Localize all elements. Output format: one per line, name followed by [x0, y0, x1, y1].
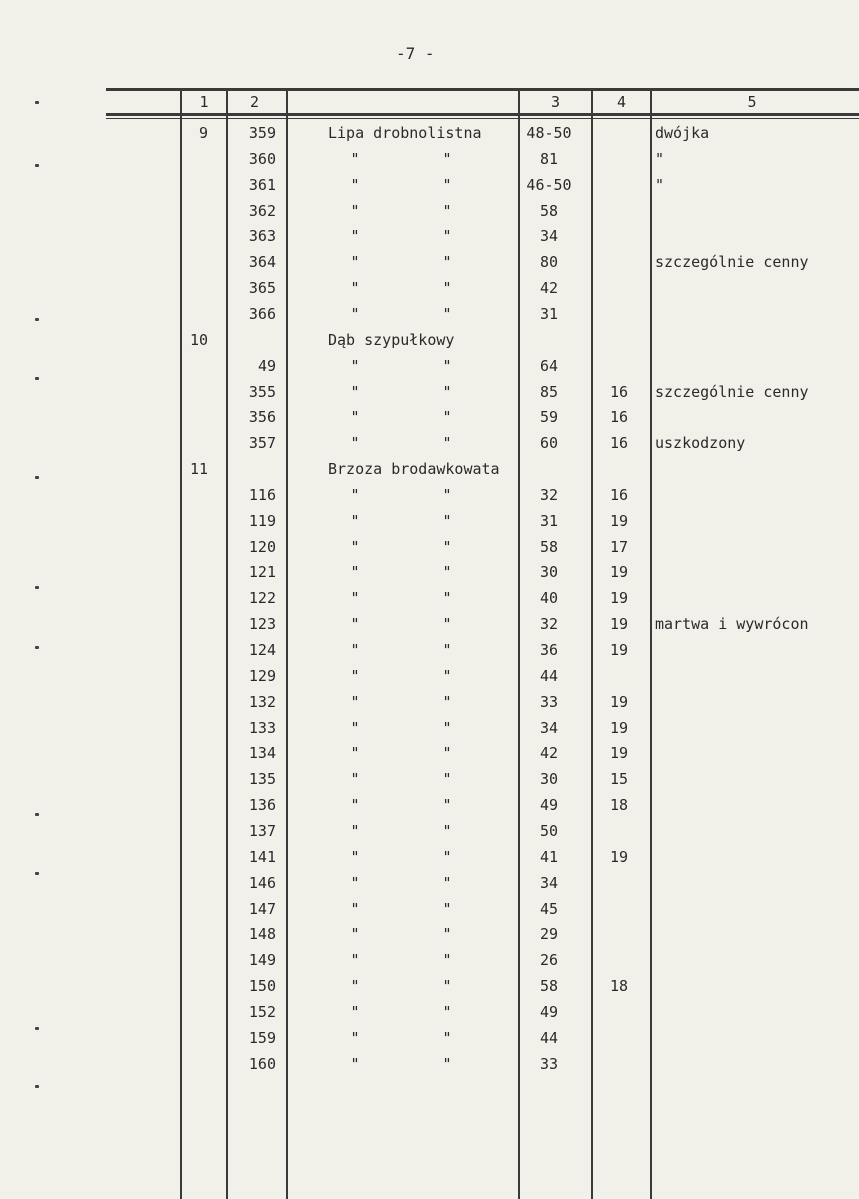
- cell-col-4: 16: [609, 486, 629, 504]
- cell-group-number: [168, 691, 208, 713]
- cell-ditto-mark: ": [350, 383, 360, 401]
- cell-ditto-mark: ": [350, 1003, 360, 1021]
- cell-group-number: [168, 432, 208, 454]
- cell-col-4: [596, 872, 642, 894]
- cell-col-4: 19: [609, 641, 629, 659]
- cell-col-4: [596, 329, 642, 351]
- cell-tree-number: 120: [248, 538, 276, 556]
- cell-tree-number: 362: [248, 202, 276, 220]
- cell-col-4: 15: [609, 770, 629, 788]
- cell-group-number: [168, 1001, 208, 1023]
- cell-ditto-mark: ": [442, 822, 452, 840]
- cell-ditto-mark: ": [350, 1029, 360, 1047]
- cell-col-4: [596, 1027, 642, 1049]
- cell-col-3: 40: [539, 589, 559, 607]
- cell-ditto-mark: ": [350, 408, 360, 426]
- cell-ditto-mark: ": [442, 615, 452, 633]
- cell-remarks: ": [655, 176, 665, 194]
- cell-col-4: [596, 923, 642, 945]
- cell-col-3: 42: [539, 279, 559, 297]
- cell-col-4: 19: [609, 744, 629, 762]
- cell-col-3: 34: [539, 227, 559, 245]
- cell-group-number: [168, 406, 208, 428]
- cell-ditto-mark: ": [442, 796, 452, 814]
- cell-tree-number: [224, 458, 276, 480]
- cell-tree-number: 355: [248, 383, 276, 401]
- cell-remarks: ": [655, 150, 665, 168]
- cell-ditto-mark: ": [442, 951, 452, 969]
- cell-ditto-mark: ": [442, 693, 452, 711]
- cell-tree-number: 360: [248, 150, 276, 168]
- cell-ditto-mark: ": [442, 512, 452, 530]
- cell-col-3: 60: [539, 434, 559, 452]
- cell-ditto-mark: ": [350, 719, 360, 737]
- cell-ditto-mark: ": [350, 874, 360, 892]
- header-col-4: 4: [616, 93, 627, 111]
- cell-group-number: [168, 561, 208, 583]
- cell-tree-number: 124: [248, 641, 276, 659]
- cell-ditto-mark: ": [350, 615, 360, 633]
- header-col-5: 5: [747, 93, 757, 111]
- cell-ditto-mark: [348, 458, 362, 480]
- cell-ditto-mark: ": [442, 589, 452, 607]
- cell-group-number: [168, 975, 208, 997]
- cell-ditto-mark: ": [350, 796, 360, 814]
- cell-group-number: [168, 949, 208, 971]
- cell-tree-number: [224, 329, 276, 351]
- cell-tree-number: 135: [248, 770, 276, 788]
- cell-species-name: Brzoza brodawkowata: [328, 460, 500, 478]
- cell-ditto-mark: ": [350, 357, 360, 375]
- cell-group-number: [168, 717, 208, 739]
- cell-ditto-mark: ": [442, 486, 452, 504]
- cell-group-number: 10: [189, 331, 208, 349]
- cell-col-3: [520, 329, 578, 351]
- cell-col-4: 19: [609, 512, 629, 530]
- cell-tree-number: 134: [248, 744, 276, 762]
- cell-tree-number: 141: [248, 848, 276, 866]
- cell-col-3: 32: [539, 486, 559, 504]
- cell-tree-number: 361: [248, 176, 276, 194]
- cell-group-number: [168, 225, 208, 247]
- cell-col-3: 58: [539, 202, 559, 220]
- margin-mark: [35, 1027, 39, 1030]
- cell-col-3: 33: [539, 693, 559, 711]
- cell-ditto-mark: ": [350, 822, 360, 840]
- cell-col-4: [596, 665, 642, 687]
- cell-col-4: [596, 200, 642, 222]
- cell-group-number: [168, 613, 208, 635]
- cell-col-4: [596, 1053, 642, 1075]
- cell-col-4: [596, 174, 642, 196]
- cell-tree-number: 133: [248, 719, 276, 737]
- cell-group-number: [168, 251, 208, 273]
- margin-mark: [35, 1085, 39, 1088]
- cell-remarks: szczególnie cenny: [655, 383, 809, 401]
- cell-col-3: 30: [539, 770, 559, 788]
- cell-tree-number: 160: [248, 1055, 276, 1073]
- cell-col-4: [596, 949, 642, 971]
- cell-col-4: 19: [609, 848, 629, 866]
- cell-group-number: [168, 1027, 208, 1049]
- cell-ditto-mark: [440, 329, 454, 351]
- cell-tree-number: 119: [248, 512, 276, 530]
- cell-ditto-mark: [348, 329, 362, 351]
- cell-col-4: [596, 148, 642, 170]
- cell-col-3: 48-50: [526, 124, 572, 142]
- cell-col-3: 31: [539, 512, 559, 530]
- cell-tree-number: 122: [248, 589, 276, 607]
- cell-col-3: 64: [539, 357, 559, 375]
- cell-group-number: [168, 277, 208, 299]
- cell-col-4: [596, 898, 642, 920]
- margin-mark: [35, 872, 39, 875]
- cell-col-3: 59: [539, 408, 559, 426]
- cell-col-4: 19: [609, 693, 629, 711]
- cell-ditto-mark: [440, 122, 454, 144]
- cell-ditto-mark: ": [442, 434, 452, 452]
- cell-col-4: [596, 225, 642, 247]
- cell-ditto-mark: ": [442, 563, 452, 581]
- cell-tree-number: 116: [248, 486, 276, 504]
- cell-group-number: [168, 148, 208, 170]
- margin-mark: [35, 164, 39, 167]
- cell-tree-number: 366: [248, 305, 276, 323]
- cell-tree-number: 159: [248, 1029, 276, 1047]
- cell-col-3: 36: [539, 641, 559, 659]
- cell-ditto-mark: ": [350, 900, 360, 918]
- cell-ditto-mark: ": [350, 176, 360, 194]
- cell-tree-number: 365: [248, 279, 276, 297]
- cell-ditto-mark: ": [442, 1003, 452, 1021]
- cell-col-4: 17: [609, 538, 629, 556]
- cell-tree-number: 364: [248, 253, 276, 271]
- cell-group-number: [168, 303, 208, 325]
- cell-ditto-mark: ": [442, 848, 452, 866]
- cell-ditto-mark: ": [442, 641, 452, 659]
- cell-col-4: [596, 251, 642, 273]
- cell-ditto-mark: ": [350, 589, 360, 607]
- cell-tree-number: 132: [248, 693, 276, 711]
- cell-tree-number: 137: [248, 822, 276, 840]
- cell-col-3: 44: [539, 1029, 559, 1047]
- cell-col-3: 58: [539, 538, 559, 556]
- margin-mark: [35, 377, 39, 380]
- cell-tree-number: 121: [248, 563, 276, 581]
- cell-col-4: [596, 122, 642, 144]
- cell-ditto-mark: ": [442, 253, 452, 271]
- cell-col-4: 18: [609, 796, 629, 814]
- cell-col-3: 34: [539, 874, 559, 892]
- cell-group-number: [168, 587, 208, 609]
- margin-mark: [35, 813, 39, 816]
- cell-ditto-mark: [440, 458, 454, 480]
- cell-ditto-mark: ": [350, 253, 360, 271]
- margin-mark: [35, 476, 39, 479]
- cell-remarks: uszkodzony: [655, 434, 746, 452]
- cell-col-4: [596, 277, 642, 299]
- margin-mark: [35, 586, 39, 589]
- cell-ditto-mark: ": [442, 150, 452, 168]
- cell-ditto-mark: ": [442, 357, 452, 375]
- cell-col-3: 80: [539, 253, 559, 271]
- cell-group-number: [168, 484, 208, 506]
- cell-col-4: [596, 820, 642, 842]
- cell-col-3: 50: [539, 822, 559, 840]
- cell-ditto-mark: ": [442, 279, 452, 297]
- header-col-3: 3: [550, 93, 561, 111]
- cell-ditto-mark: ": [442, 925, 452, 943]
- cell-group-number: [168, 200, 208, 222]
- cell-ditto-mark: ": [350, 538, 360, 556]
- cell-ditto-mark: ": [350, 202, 360, 220]
- cell-ditto-mark: ": [350, 279, 360, 297]
- cell-ditto-mark: ": [442, 770, 452, 788]
- cell-group-number: [168, 665, 208, 687]
- cell-tree-number: 123: [248, 615, 276, 633]
- cell-group-number: [168, 381, 208, 403]
- cell-ditto-mark: ": [442, 538, 452, 556]
- cell-group-number: [168, 846, 208, 868]
- cell-col-4: 16: [609, 434, 629, 452]
- cell-col-3: 30: [539, 563, 559, 581]
- cell-ditto-mark: ": [350, 486, 360, 504]
- cell-col-3: 44: [539, 667, 559, 685]
- cell-tree-number: 357: [248, 434, 276, 452]
- cell-species-name: Lipa drobnolistna: [328, 124, 482, 142]
- cell-col-4: [596, 458, 642, 480]
- cell-group-number: [168, 1053, 208, 1075]
- cell-col-4: 19: [609, 615, 629, 633]
- cell-col-3: 81: [539, 150, 559, 168]
- cell-col-3: 49: [539, 796, 559, 814]
- cell-group-number: 11: [189, 460, 208, 478]
- cell-tree-number: 136: [248, 796, 276, 814]
- cell-col-4: 19: [609, 563, 629, 581]
- header-col-2: 2: [250, 93, 260, 111]
- cell-remarks: martwa i wywrócon: [655, 615, 809, 633]
- cell-col-4: [596, 355, 642, 377]
- cell-ditto-mark: ": [350, 1055, 360, 1073]
- header-bottom-rule-2: [106, 118, 859, 119]
- cell-col-3: 26: [539, 951, 559, 969]
- cell-species-name: Dąb szypułkowy: [328, 331, 455, 349]
- cell-col-3: 58: [539, 977, 559, 995]
- cell-group-number: 9: [198, 124, 208, 142]
- cell-ditto-mark: ": [350, 641, 360, 659]
- cell-ditto-mark: ": [350, 434, 360, 452]
- cell-col-4: [596, 1001, 642, 1023]
- cell-col-3: 41: [539, 848, 559, 866]
- cell-ditto-mark: ": [350, 951, 360, 969]
- col-divider-5: [650, 88, 652, 1199]
- table-top-rule: [106, 88, 859, 91]
- cell-tree-number: 150: [248, 977, 276, 995]
- cell-col-4: 19: [609, 589, 629, 607]
- cell-ditto-mark: ": [442, 227, 452, 245]
- cell-tree-number: 147: [248, 900, 276, 918]
- cell-col-3: 32: [539, 615, 559, 633]
- cell-ditto-mark: ": [350, 925, 360, 943]
- cell-col-3: 85: [539, 383, 559, 401]
- cell-group-number: [168, 794, 208, 816]
- cell-ditto-mark: ": [350, 227, 360, 245]
- cell-ditto-mark: ": [350, 150, 360, 168]
- col-divider-2: [286, 88, 288, 1199]
- cell-group-number: [168, 742, 208, 764]
- cell-ditto-mark: ": [350, 744, 360, 762]
- cell-ditto-mark: ": [442, 408, 452, 426]
- cell-col-3: 42: [539, 744, 559, 762]
- col-divider-4: [591, 88, 593, 1199]
- cell-col-3: 49: [539, 1003, 559, 1021]
- margin-mark: [35, 318, 39, 321]
- cell-ditto-mark: ": [442, 719, 452, 737]
- cell-tree-number: 129: [248, 667, 276, 685]
- header-bottom-rule: [106, 113, 859, 116]
- cell-group-number: [168, 898, 208, 920]
- cell-col-4: 16: [609, 383, 629, 401]
- cell-group-number: [168, 820, 208, 842]
- cell-ditto-mark: ": [442, 977, 452, 995]
- margin-mark: [35, 101, 39, 104]
- cell-ditto-mark: ": [350, 563, 360, 581]
- cell-remarks: dwójka: [655, 124, 710, 142]
- cell-tree-number: 146: [248, 874, 276, 892]
- cell-tree-number: 152: [248, 1003, 276, 1021]
- cell-col-3: 46-50: [526, 176, 572, 194]
- cell-tree-number: 148: [248, 925, 276, 943]
- cell-col-3: [520, 458, 578, 480]
- cell-col-3: 33: [539, 1055, 559, 1073]
- cell-col-4: 19: [609, 719, 629, 737]
- cell-ditto-mark: ": [442, 305, 452, 323]
- cell-tree-number: 149: [248, 951, 276, 969]
- cell-ditto-mark: ": [442, 1029, 452, 1047]
- cell-ditto-mark: ": [442, 202, 452, 220]
- cell-col-4: 16: [609, 408, 629, 426]
- page-number: -7 -: [396, 44, 435, 63]
- cell-ditto-mark: ": [442, 176, 452, 194]
- cell-ditto-mark: ": [442, 874, 452, 892]
- cell-ditto-mark: ": [442, 900, 452, 918]
- cell-col-3: 34: [539, 719, 559, 737]
- cell-ditto-mark: ": [350, 305, 360, 323]
- cell-ditto-mark: ": [442, 667, 452, 685]
- cell-group-number: [168, 923, 208, 945]
- cell-ditto-mark: ": [442, 1055, 452, 1073]
- cell-tree-number: 49: [257, 357, 276, 375]
- cell-group-number: [168, 355, 208, 377]
- header-col-1: 1: [199, 93, 209, 111]
- cell-group-number: [168, 174, 208, 196]
- cell-tree-number: 356: [248, 408, 276, 426]
- cell-ditto-mark: ": [442, 383, 452, 401]
- cell-ditto-mark: ": [350, 667, 360, 685]
- cell-group-number: [168, 639, 208, 661]
- cell-group-number: [168, 768, 208, 790]
- cell-col-4: 18: [609, 977, 629, 995]
- cell-col-4: [596, 303, 642, 325]
- cell-ditto-mark: ": [350, 977, 360, 995]
- cell-group-number: [168, 510, 208, 532]
- cell-col-3: 29: [539, 925, 559, 943]
- cell-ditto-mark: ": [350, 770, 360, 788]
- cell-col-3: 31: [539, 305, 559, 323]
- cell-ditto-mark: ": [442, 744, 452, 762]
- cell-group-number: [168, 536, 208, 558]
- cell-group-number: [168, 872, 208, 894]
- cell-tree-number: 363: [248, 227, 276, 245]
- cell-remarks: szczególnie cenny: [655, 253, 809, 271]
- cell-ditto-mark: ": [350, 512, 360, 530]
- cell-col-3: 45: [539, 900, 559, 918]
- margin-mark: [35, 646, 39, 649]
- cell-tree-number: 359: [248, 124, 276, 142]
- cell-ditto-mark: [348, 122, 362, 144]
- cell-ditto-mark: ": [350, 693, 360, 711]
- cell-ditto-mark: ": [350, 848, 360, 866]
